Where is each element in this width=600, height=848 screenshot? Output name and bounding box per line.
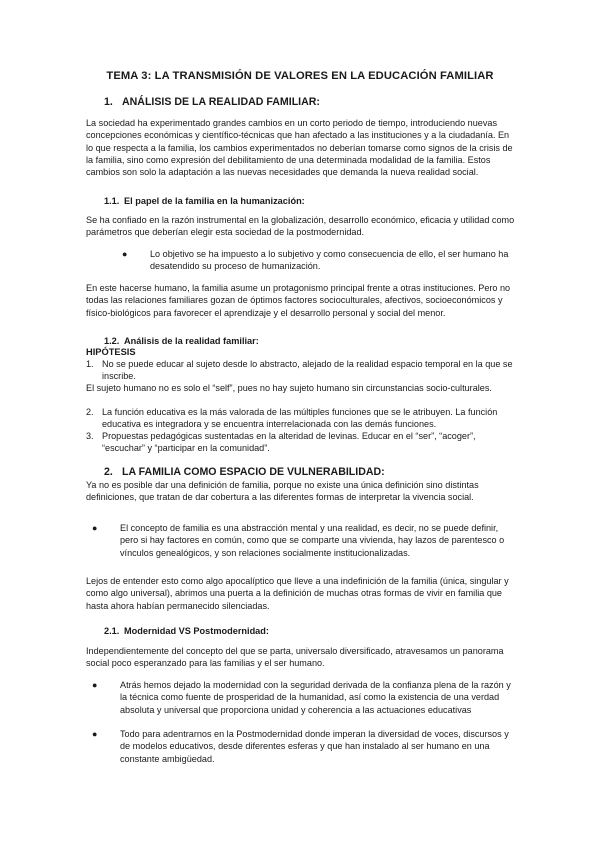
section-2-heading <box>104 466 385 478</box>
bullet-icon: ● <box>92 729 98 739</box>
subsection-1-2-heading <box>104 336 259 346</box>
section-1-title: ANÁLISIS DE LA REALIDAD FAMILIAR: <box>122 96 320 108</box>
subsection-2-1-bullet-2 <box>92 728 518 765</box>
subsection-1-1-paragraph-2: En este hacerse humano, la familia asume un protagonismo principal frente a otras instituciones. Pero no todas las relaciones familiares gozan de óptimos factores socioculturales, afectivos, socioeconómicos y físico-biológicos para favorecer el aprendizaje y el desarrollo personal y social del menor. <box>86 283 511 318</box>
section-2-intro: Ya no es posible dar una definición de familia, porque no existe una única definición sino distintas definiciones, que tratan de dar cobertura a las diferentes formas de interpretar la vivencia social. <box>86 480 479 503</box>
subsection-1-1-heading <box>104 196 305 206</box>
document-title: TEMA 3: LA TRANSMISIÓN DE VALORES EN LA EDUCACIÓN FAMILIAR <box>106 70 494 82</box>
hypothesis-item-2 <box>86 406 516 431</box>
subsection-1-1-paragraph-1: Se ha confiado en la razón instrumental en la globalización, desarrollo económico, eficacia y utilidad como parámetros que deberían elegir esta sociedad de la postmodernidad. <box>86 215 515 238</box>
bullet-text: El concepto de familia es una abstracción mental y una realidad, es decir, no se puede definir, pero si hay factores en común, como que se comparte una vivienda, hay lazos de parentesco o vínculos genealógicos, y son relaciones socialmente institucionalizadas. <box>120 523 505 558</box>
subsection-1-1-bullet-1 <box>122 248 518 273</box>
item-number: 1. <box>86 359 94 369</box>
bullet-icon: ● <box>92 523 98 533</box>
section-2-title: LA FAMILIA COMO ESPACIO DE VULNERABILIDAD: <box>122 466 385 478</box>
subsection-2-1-paragraph-1: Independientemente del concepto del que se parta, universalo diversificado, atravesamos un panorama social poco esperanzado para las familias y el ser humano. <box>86 646 504 669</box>
subsection-1-2-title: Análisis de la realidad familiar: <box>124 336 259 346</box>
section-2-paragraph-2: Lejos de entender esto como algo apocalíptico que lleve a una indefinición de la familia (única, singular y como algo universal), abrimos una puerta a la definición de muchas otras formas de vivir en familia que hasta ahora habían permanecido silenciadas. <box>86 576 509 611</box>
hypothesis-label: HIPÓTESIS <box>86 347 136 357</box>
item-text: No se puede educar al sujeto desde lo abstracto, alejado de la realidad espacio temporal en la que se inscribe. <box>102 359 513 382</box>
subsection-2-1-number: 2.1. <box>104 626 120 636</box>
bullet-text: Todo para adentrarnos en la Postmodernidad donde imperan la diversidad de voces, discursos y de modelos educativos, desde diferentes esferas y que han instalado al ser humano en una constante ambigüedad. <box>120 729 509 764</box>
item-number: 3. <box>86 431 94 441</box>
item-number: 2. <box>86 407 94 417</box>
subsection-1-1-number: 1.1. <box>104 196 120 206</box>
item-text: Propuestas pedagógicas sustentadas en la alteridad de levinas. Educar en el “ser”, “acoger”, “escuchar” y “participar en la comunidad”. <box>102 431 476 454</box>
subsection-1-2-number: 1.2. <box>104 336 120 346</box>
item-text: La función educativa es la más valorada de las múltiples funciones que se le atribuyen. La función educativa es integradora y se encuentra interrelacionada con las demás funciones. <box>102 407 498 430</box>
bullet-text: Lo objetivo se ha impuesto a lo subjetivo y como consecuencia de ello, el ser humano ha desatendido su proceso de humanización. <box>150 249 509 272</box>
bullet-icon: ● <box>92 680 98 690</box>
hypothesis-note: El sujeto humano no es solo el “self”, pues no hay sujeto humano sin circunstancias socio-culturales. <box>86 383 492 393</box>
subsection-2-1-title: Modernidad VS Postmodernidad: <box>124 626 269 636</box>
subsection-1-1-title: El papel de la familia en la humanización: <box>124 196 305 206</box>
subsection-2-1-bullet-1 <box>92 679 518 716</box>
bullet-icon: ● <box>122 249 128 259</box>
section-2-number: 2. <box>104 466 113 478</box>
section-1-number: 1. <box>104 96 113 108</box>
section-1-heading <box>104 96 320 108</box>
section-1-intro: La sociedad ha experimentado grandes cambios en un corto periodo de tiempo, introduciendo nuevas concepciones económicas y científico-técnicas que han afectado a las instituciones y a la ciudadanía. En lo que respecta a la familia, los cambios experimentados no deberían tomarse como signos de la crisis de la familia, sino como expresión del debilitamiento de una determinada modalidad de la familia. Estos cambios son solo la adaptación a las nuevas necesidades que demanda la nueva realidad social. <box>86 118 513 178</box>
hypothesis-item-1 <box>86 358 516 383</box>
section-2-bullet-1 <box>92 522 518 559</box>
hypothesis-item-3 <box>86 430 516 455</box>
bullet-text: Atrás hemos dejado la modernidad con la seguridad derivada de la confianza plena de la razón y la técnica como fuente de prosperidad de la humanidad, así como la existencia de una verdad absoluta y universal que proporciona unidad y coherencia a las actuaciones educativas <box>120 680 511 715</box>
subsection-2-1-heading <box>104 626 269 636</box>
